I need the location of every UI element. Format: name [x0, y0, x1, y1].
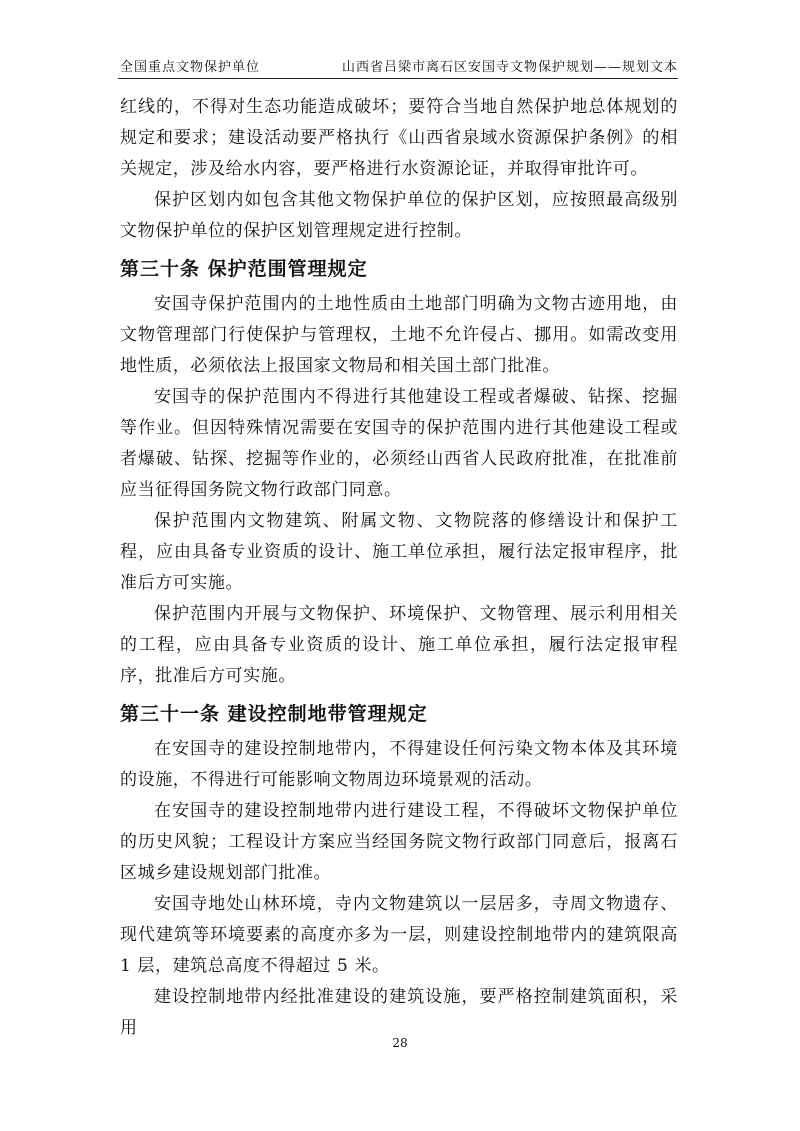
section-heading: 第三十一条 建设控制地带管理规定 [120, 703, 428, 725]
section-heading: 第三十条 保护范围管理规定 [120, 258, 368, 280]
paragraph: 在安国寺的建设控制地带内进行建设工程，不得破坏文物保护单位的历史风貌；工程设计方案应当经国务院文物行政部门同意后，报离石区城乡建设规划部门批准。 [120, 801, 678, 883]
paragraph: 保护范围内开展与文物保护、环境保护、文物管理、展示利用相关的工程，应由具备专业资质的设计、施工单位承担，履行法定报审程序，批准后方可实施。 [120, 604, 678, 686]
paragraph: 建设控制地带内经批准建设的建筑设施，要严格控制建筑面积，采用 [120, 987, 678, 1038]
header-right-text: 山西省吕梁市离石区安国寺文物保护规划——规划文本 [341, 60, 678, 75]
paragraph: 安国寺保护范围内的土地性质由土地部门明确为文物古迹用地，由文物管理部门行使保护与管理权，土地不允许侵占、挪用。如需改变用地性质，必须依法上报国家文物局和相关国土部门批准。 [120, 294, 678, 376]
paragraph: 保护区划内如包含其他文物保护单位的保护区划，应按照最高级别文物保护单位的保护区划管理规定进行控制。 [120, 190, 678, 241]
paragraph: 红线的，不得对生态功能造成破坏；要符合当地自然保护地总体规划的规定和要求；建设活动要严格执行《山西省泉域水资源保护条例》的相关规定，涉及给水内容，要严格进行水资源论证，并取得审批许可。 [120, 97, 678, 179]
paragraph: 在安国寺的建设控制地带内，不得建设任何污染文物本体及其环境的设施，不得进行可能影响文物周边环境景观的活动。 [120, 739, 678, 790]
header-left-text: 全国重点文物保护单位 [120, 60, 261, 75]
document-body [120, 92, 678, 1044]
paragraph: 保护范围内文物建筑、附属文物、文物院落的修缮设计和保护工程，应由具备专业资质的设计、施工单位承担，履行法定报审程序，批准后方可实施。 [120, 511, 678, 593]
page-header [120, 56, 678, 76]
paragraph: 安国寺地处山林环境，寺内文物建筑以一层居多，寺周文物遗存、现代建筑等环境要素的高度亦多为一层，则建设控制地带内的建筑限高 1 层，建筑总高度不得超过 5 米。 [120, 894, 678, 976]
page-number: 28 [392, 1036, 408, 1050]
header-rule [118, 78, 678, 79]
paragraph: 安国寺的保护范围内不得进行其他建设工程或者爆破、钻探、挖掘等作业。但因特殊情况需要在安国寺的保护范围内进行其他建设工程或者爆破、钻探、挖掘等作业的，必须经山西省人民政府批准，在批准前应当征得国务院文物行政部门同意。 [120, 387, 678, 500]
